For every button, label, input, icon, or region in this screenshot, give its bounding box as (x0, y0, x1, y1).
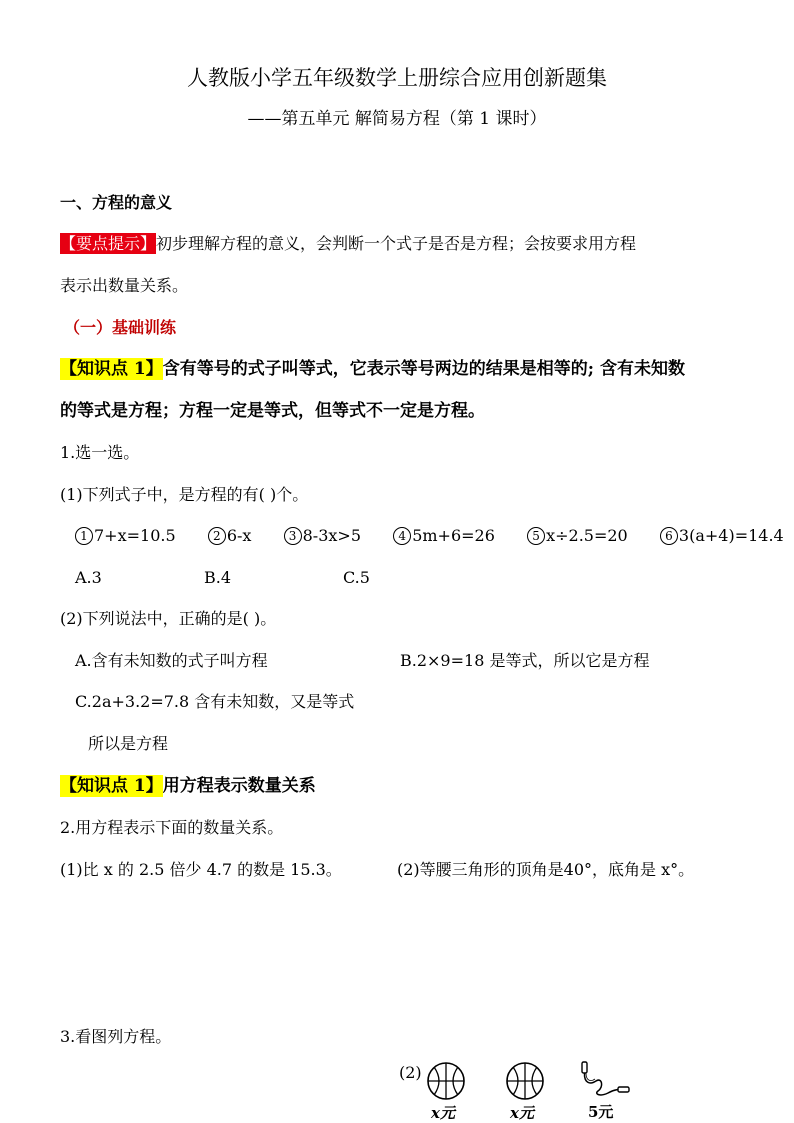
sub-heading: （一）基础训练 (64, 318, 177, 337)
price-label: 5元 (588, 1103, 614, 1121)
expression-list (75, 524, 784, 548)
expression-item: 4 5m+6=26 (393, 526, 495, 545)
expression-item: 2 6-x (208, 526, 252, 545)
tip-text-1: 初步理解方程的意义，会判断一个式子是否是方程；会按要求用方程 (156, 234, 637, 253)
option-c: C.5 (343, 568, 370, 587)
question-1-title: 1.选一选。 (60, 443, 140, 462)
circled-number: 5 (527, 527, 545, 545)
knowledge-point-tag: 【知识点 1】 (60, 776, 163, 796)
option-a: A.3 (75, 568, 102, 587)
option-b: B.2×9=18 是等式，所以它是方程 (400, 651, 650, 670)
figure-item (580, 1059, 630, 1123)
knowledge-point-text-1: 含有等号的式子叫等式，它表示等号两边的结果是相等的; 含有未知数 (162, 359, 685, 379)
knowledge-point-1-line-1 (60, 356, 685, 382)
expression-item: 1 7+x=10.5 (75, 526, 176, 545)
option-c-continued: 所以是方程 (88, 734, 169, 753)
tip-line-1 (60, 232, 636, 256)
expression-item: 3 8-3x>5 (284, 526, 361, 545)
figure-label: (2) (399, 1063, 422, 1082)
option-b: B.4 (204, 568, 232, 587)
expression-item: 6 3(a+4)=14.4 (660, 526, 784, 545)
question-2-2: (2)等腰三角形的顶角是40°，底角是 x°。 (397, 860, 695, 879)
tip-tag: 【要点提示】 (60, 234, 157, 253)
knowledge-point-tag: 【知识点 1】 (60, 359, 163, 379)
question-3-title: 3.看图列方程。 (60, 1027, 172, 1046)
basketball-icon (504, 1061, 546, 1101)
question-1-1-stem: (1)下列式子中，是方程的有( )个。 (60, 485, 309, 504)
page-subtitle: ——第五单元 解简易方程（第 1 课时） (247, 109, 547, 129)
circled-number: 3 (284, 527, 302, 545)
page-title: 人教版小学五年级数学上册综合应用创新题集 (187, 66, 607, 90)
circled-number: 6 (660, 527, 678, 545)
price-label: x元 (431, 1104, 455, 1122)
basketball-icon (425, 1061, 467, 1101)
circled-number: 2 (208, 527, 226, 545)
option-a: A.含有未知数的式子叫方程 (75, 651, 268, 670)
figure-item (504, 1061, 546, 1123)
question-2-title: 2.用方程表示下面的数量关系。 (60, 818, 284, 837)
knowledge-point-2 (60, 773, 316, 799)
section-heading: 一、方程的意义 (60, 193, 173, 212)
circled-number: 1 (75, 527, 93, 545)
circled-number: 4 (393, 527, 411, 545)
expression-item: 5 x÷2.5=20 (527, 526, 628, 545)
figure-item (425, 1061, 467, 1123)
price-label: x元 (510, 1104, 534, 1122)
knowledge-point-1-line-2: 的等式是方程；方程一定是等式，但等式不一定是方程。 (60, 401, 485, 421)
jump-rope-icon (580, 1059, 630, 1101)
question-1-2-stem: (2)下列说法中，正确的是( )。 (60, 609, 277, 628)
question-2-1: (1)比 x 的 2.5 倍少 4.7 的数是 15.3。 (60, 860, 342, 879)
tip-text-2: 表示出数量关系。 (60, 276, 189, 295)
knowledge-point-text: 用方程表示数量关系 (162, 776, 316, 796)
option-c: C.2a+3.2=7.8 含有未知数，又是等式 (75, 692, 355, 711)
